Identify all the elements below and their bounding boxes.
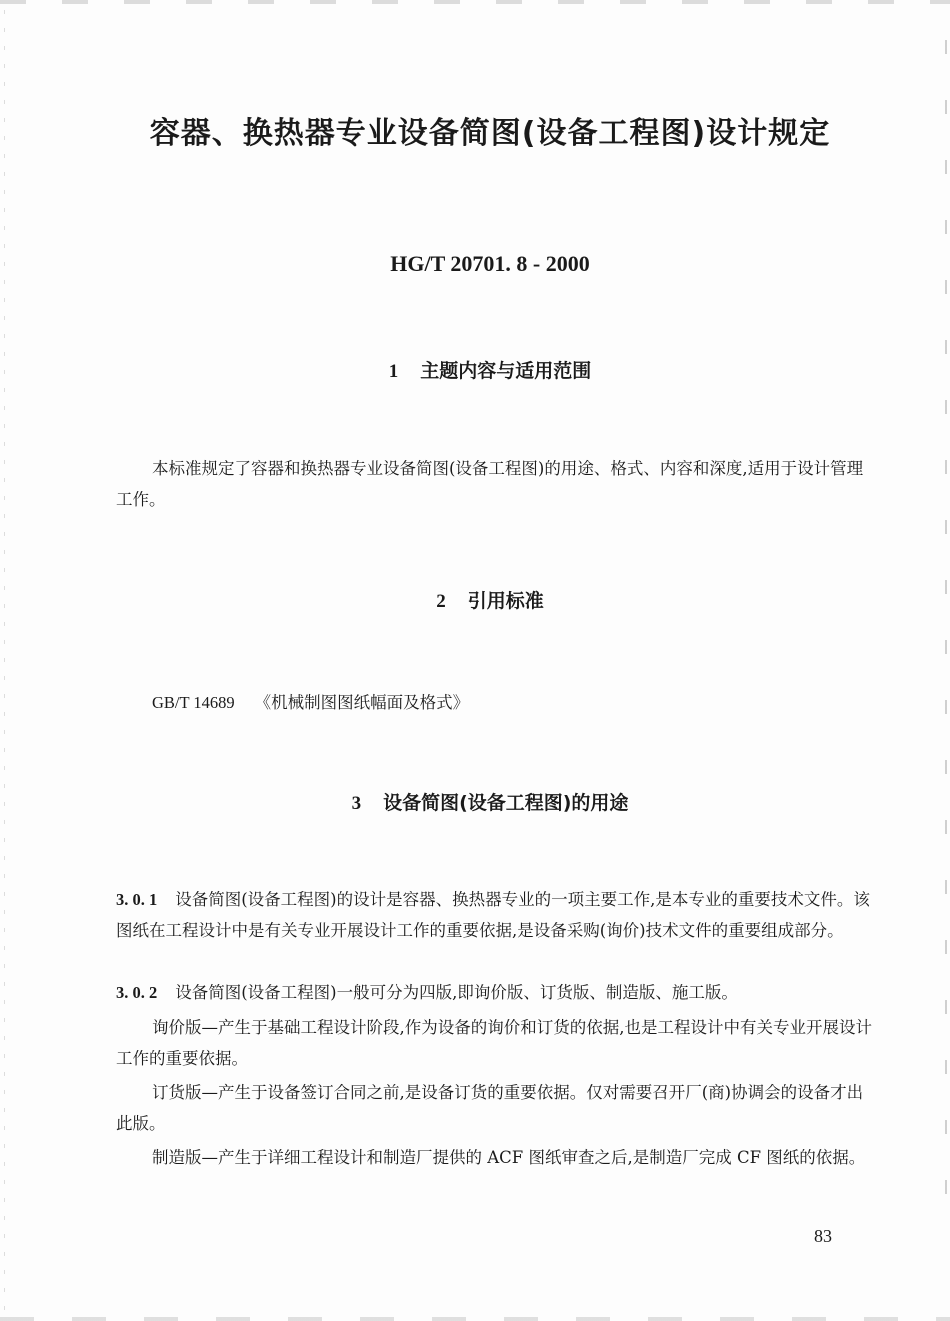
page-number: 83: [814, 1226, 832, 1246]
clause-number: 3. 0. 2: [116, 983, 158, 1002]
scan-edge-bottom: [0, 1317, 950, 1321]
clause-text: 设备简图(设备工程图)的设计是容器、换热器专业的一项主要工作,是本专业的重要技术文件。该图纸在工程设计中是有关专业开展设计工作的重要依据,是设备采购(询价)技术文件的重要组成部分。: [116, 890, 870, 940]
reference-name: 《机械制图图纸幅面及格式》: [254, 693, 470, 712]
section-title: 设备简图(设备工程图)的用途: [383, 792, 629, 814]
version-paragraph-inquiry: 询价版—产生于基础工程设计阶段,作为设备的询价和订货的依据,也是工程设计中有关专业开展设计工作的重要依据。: [116, 1018, 872, 1068]
clause-3-0-1: [116, 884, 872, 946]
scan-edge-top: [0, 0, 950, 4]
clause-3-0-2: [116, 977, 872, 1008]
standard-code: HG/T 20701. 8 - 2000: [390, 251, 590, 276]
intro-paragraph: 本标准规定了容器和换热器专业设备简图(设备工程图)的用途、格式、内容和深度,适用于设计管理工作。: [116, 459, 864, 509]
scan-edge-right: [945, 40, 947, 1220]
section-heading-1: [0, 356, 950, 383]
version-paragraph-order: 订货版—产生于设备签订合同之前,是设备订货的重要依据。仅对需要召开厂(商)协调会的设备才出此版。: [116, 1083, 864, 1133]
version-paragraph-manufacture: 制造版—产生于详细工程设计和制造厂提供的 ACF 图纸审查之后,是制造厂完成 CF 图纸的依据。: [152, 1148, 866, 1167]
clause-number: 3. 0. 1: [116, 890, 158, 909]
section-number: 2: [436, 591, 446, 612]
scan-edge-left: [4, 10, 5, 1310]
document-title: 容器、换热器专业设备简图(设备工程图)设计规定: [149, 116, 831, 151]
section-number: 3: [351, 793, 362, 814]
section-number: 1: [388, 361, 399, 382]
section-heading-3: [0, 788, 950, 815]
section-title: 引用标准: [467, 590, 544, 612]
clause-text: 设备简图(设备工程图)一般可分为四版,即询价版、订货版、制造版、施工版。: [175, 983, 738, 1002]
section-heading-2: [0, 586, 950, 613]
reference-code: GB/T 14689: [152, 693, 235, 712]
reference-entry: [152, 689, 469, 713]
section-title: 主题内容与适用范围: [420, 360, 592, 382]
